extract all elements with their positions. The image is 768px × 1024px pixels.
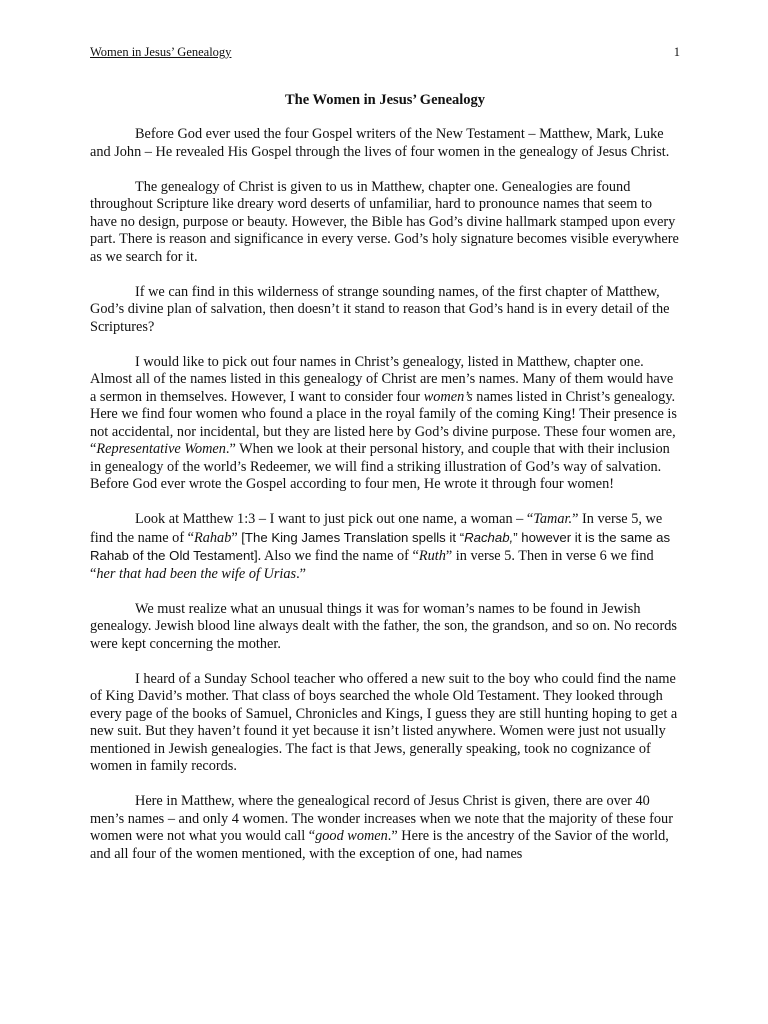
text-run: names listed in Christ’s genealogy. Here we find four women who found a place in the royal family of the coming King! Their presence is not accidental, nor incidental, but they are listed here by God’s divine purpose. These four women are, “: [90, 388, 677, 457]
text-run: ”: [231, 529, 242, 546]
document-body: [90, 126, 680, 881]
paragraph-8: [90, 793, 680, 863]
running-header-title: Women in Jesus’ Genealogy: [90, 45, 232, 59]
paragraph-7: I heard of a Sunday School teacher who offered a new suit to the boy who could find the name of King David’s mother. That class of boys searched the whole Old Testament. They looked through every page of the books of Samuel, Chronicles and Kings, I guess they are still hunting hoping to get a new suit. But they haven’t found it yet because it isn’t listed anywhere. Women were just not usually mentioned in Jewish genealogies. The fact is that Jews, generally speaking, took no cognizance of women in family records.: [90, 670, 678, 774]
emphasis-text: Tamar.: [533, 511, 573, 527]
emphasis-text: Rahab: [194, 529, 232, 546]
emphasis-text: Ruth: [418, 548, 446, 564]
text-run: I would like to pick out four names in Christ’s genealogy, listed in Matthew, chapter one. Almost all of the names listed in this genealogy of Christ are men’s names. Many of them would have a sermon in themselves. However, I want to consider four: [90, 353, 674, 405]
text-run: [The King James Translation spells it “: [241, 529, 465, 545]
text-run: . Also we find the name of “: [257, 548, 419, 564]
emphasis-text: women’s: [423, 388, 473, 405]
paragraph-4: [90, 354, 680, 494]
text-run: Here in Matthew, where the genealogical record of Jesus Christ is given, there are over 40 men’s names – and only 4 women. The wonder increases when we note that the majority of these four women were not what you would call “: [90, 793, 673, 844]
document-title: The Women in Jesus’ Genealogy: [284, 92, 486, 108]
text-run: Look at Matthew 1:3 – I want to just pick out one name, a woman – “: [135, 511, 534, 527]
paragraph-3: If we can find in this wilderness of strange sounding names, of the first chapter of Matthew, God’s divine plan of salvation, then doesn’t it stand to reason that God’s hand is in every detail of the Scriptures?: [90, 283, 670, 335]
paragraph-5: [90, 511, 680, 583]
paragraph-6: We must realize what an unusual things it was for woman’s names to be found in Jewish genealogy. Jewish blood line always dealt with the father, the son, the grandson, and so on. No records were kept concerning the mother.: [90, 600, 677, 652]
text-run: .”: [296, 565, 307, 582]
emphasis-text: her that had been the wife of Urias: [96, 565, 297, 582]
text-run: .” Here is the ancestry of the Savior of the world, and all four of the women mentioned, with the exception of one, had names: [90, 828, 669, 862]
page-number: 1: [673, 45, 680, 59]
emphasis-text: Representative Women: [96, 441, 226, 457]
text-run: ” In verse 5, we find the name of “: [90, 511, 663, 546]
text-run: ” in verse 5. Then in verse 6 we find “: [90, 548, 654, 582]
emphasis-text: good women: [315, 828, 388, 844]
emphasis-text: Rachab,: [464, 529, 514, 545]
paragraph-1: Before God ever used the four Gospel writers of the New Testament – Matthew, Mark, Luke and John – He revealed His Gospel through the lives of four women in the genealogy of Jesus Christ.: [90, 126, 670, 160]
text-run: .” When we look at their personal history, and couple that with their inclusion in genealogy of the world’s Redeemer, we will find a striking illustration of God’s way of salvation. Before God ever wrote the Gospel according to four men, He wrote it through four women!: [90, 441, 670, 492]
paragraph-2: The genealogy of Christ is given to us in Matthew, chapter one. Genealogies are found throughout Scripture like dreary word deserts of unfamiliar, hard to pronounce names that seem to have no design, purpose or beauty. However, the Bible has God’s divine hallmark stamped upon every part. There is reason and significance in every verse. God’s holy signature becomes visible everywhere as we search for it.: [90, 178, 679, 265]
text-run: ” however it is the same as Rahab of the Old Testament]: [90, 529, 671, 563]
